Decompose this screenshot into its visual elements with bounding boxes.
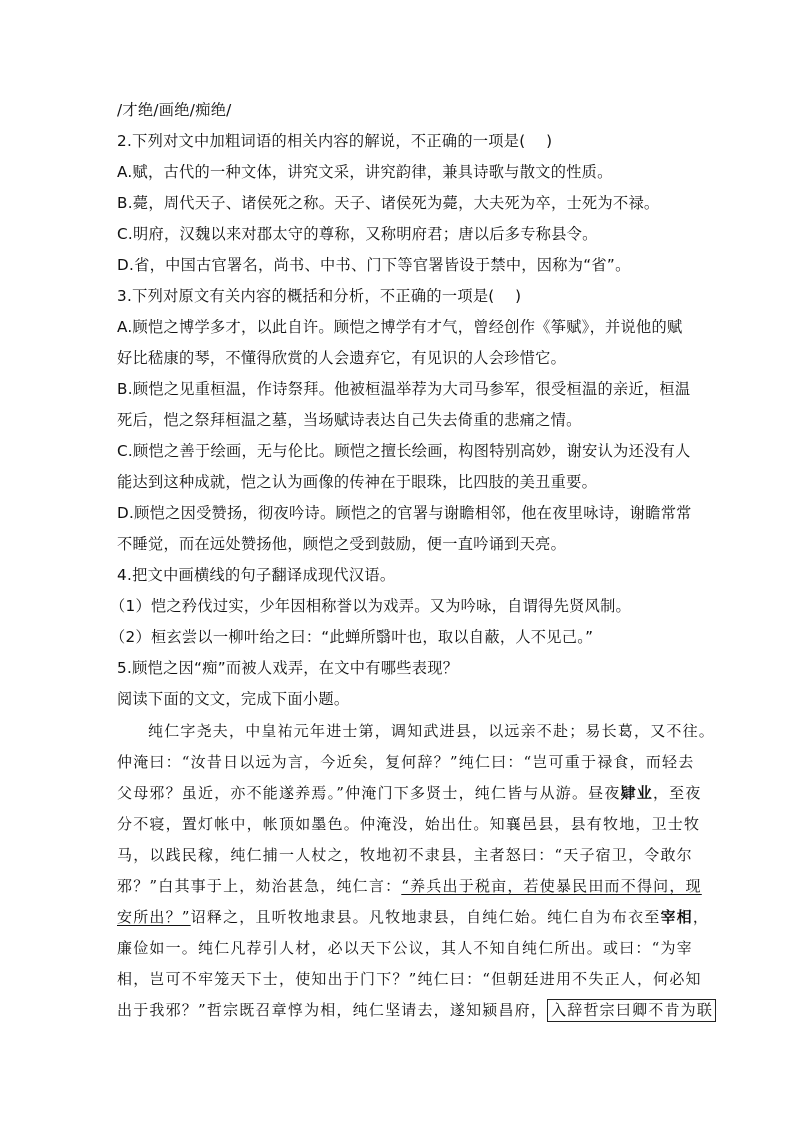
- question-3-option-c-line1: C.顾恺之善于绘画，无与伦比。顾恺之擅长绘画，构图特别高妙，谢安认为还没有人: [117, 442, 691, 460]
- question-2-option-c: C.明府，汉魏以来对郡太守的尊称，又称明府君；唐以后多专称县令。: [117, 225, 598, 243]
- passage-line: 纯仁字尧夫，中皇祐元年进士第，调知武进县，以远亲不赴；易长葛，又不往。: [148, 722, 716, 740]
- passage-line: [117, 783, 702, 803]
- question-3-option-a-line1: A.顾恺之博学多才，以此自许。顾恺之博学有才气，曾经创作《筝赋》，并说他的赋: [117, 318, 683, 336]
- question-2-stem: 2.下列对文中加粗词语的相关内容的解说，不正确的一项是( ): [117, 132, 553, 150]
- question-3-option-a-line2: 好比嵇康的琴，不懂得欣赏的人会遗弃它，有见识的人会珍惜它。: [117, 349, 567, 367]
- passage-text: 邪？”白其事于上，劾治甚急，纯仁言：: [117, 877, 402, 895]
- bold-term-zaixiang: 宰相: [660, 908, 693, 926]
- question-4-stem: 4.把文中画横线的句子翻译成现代汉语。: [117, 566, 396, 584]
- passage-text: ，至夜: [652, 784, 702, 802]
- question-2-option-a: A.赋，古代的一种文体，讲究文采，讲究韵律，兼具诗歌与散文的性质。: [117, 163, 613, 181]
- passage-text: 出于我邪？”哲宗既召章惇为相，纯仁坚请去，遂知颍昌府，: [117, 1001, 548, 1019]
- question-3-option-b-line1: B.顾恺之见重桓温，作诗祭拜。他被桓温举荐为大司马参军，很受桓温的亲近，桓温: [117, 380, 691, 398]
- answer-line: /才绝/画绝/痴绝/: [117, 101, 232, 119]
- passage-text: 诏释之，且听牧地隶县。凡牧地隶县，自纯仁始。纯仁自为布衣至: [190, 908, 661, 926]
- question-2-option-d: D.省，中国古官署名，尚书、中书、门下等官署皆设于禁中，因称为“省”。: [117, 256, 631, 274]
- underlined-sentence: 安所出？”: [117, 908, 191, 926]
- passage-line: [117, 1000, 716, 1020]
- question-5-stem: 5.顾恺之因“痴”而被人戏弄，在文中有哪些表现？: [117, 659, 459, 677]
- passage-line: 马，以践民稼，纯仁捕一人杖之，牧地初不隶县，主者怒曰：“天子宿卫，令敢尔: [117, 846, 693, 864]
- passage-text: 父母邪？虽近，亦不能遂养焉。”仲淹门下多贤士，纯仁皆与从游。昼夜: [117, 784, 621, 802]
- question-3-option-d-line2: 不睡觉，而在远处赞扬他，顾恺之受到鼓励，便一直吟诵到天亮。: [117, 535, 567, 553]
- question-2-option-b: B.薨，周代天子、诸侯死之称。天子、诸侯死为薨，大夫死为卒，士死为不禄。: [117, 194, 660, 212]
- reading-instruction: 阅读下面的文文，完成下面小题。: [117, 690, 350, 708]
- passage-line: 相，岂可不牢笼天下士，使知出于门下？”纯仁曰：“但朝廷进用不失正人，何必知: [117, 970, 702, 988]
- passage-line: [117, 907, 709, 927]
- boxed-sentence: 入辞哲宗曰卿不肯为联: [547, 999, 716, 1022]
- passage-line: 分不寝，置灯帐中，帐顶如墨色。仲淹没，始出仕。知襄邑县，县有牧地，卫士牧: [117, 815, 701, 833]
- question-3-option-d-line1: D.顾恺之因受赞扬，彻夜吟诗。顾恺之的官署与谢瞻相邻，他在夜里咏诗，谢瞻常常: [117, 504, 692, 522]
- question-3-option-b-line2: 死后，恺之祭拜桓温之墓，当场赋诗表达自己失去倚重的悲痛之情。: [117, 411, 582, 429]
- passage-line: [117, 876, 702, 896]
- question-4-sentence-1: （1）恺之矜伐过实，少年因相称誉以为戏弄。又为吟咏，自谓得先贤风制。: [110, 597, 632, 615]
- question-4-sentence-2: （2）桓玄尝以一柳叶绐之曰：“此蝉所翳叶也，取以自蔽，人不见己。”: [110, 628, 594, 646]
- bold-term-yiye: 肄业: [620, 784, 653, 802]
- underlined-sentence: “养兵出于税亩，若使暴民田而不得问，现: [401, 877, 702, 895]
- passage-line: 廉俭如一。纯仁凡荐引人材，必以天下公议，其人不知自纯仁所出。或曰：“为宰: [117, 939, 693, 957]
- passage-line: 仲淹曰：“汝昔日以远为言，今近矣，复何辞？”纯仁曰：“岂可重于禄食，而轻去: [117, 753, 695, 771]
- question-3-option-c-line2: 能达到这种成就，恺之认为画像的传神在于眼珠，比四肢的美丑重要。: [117, 473, 598, 491]
- question-3-stem: 3.下列对原文有关内容的概括和分析，不正确的一项是( ): [117, 287, 522, 305]
- passage-text: ，: [692, 908, 710, 926]
